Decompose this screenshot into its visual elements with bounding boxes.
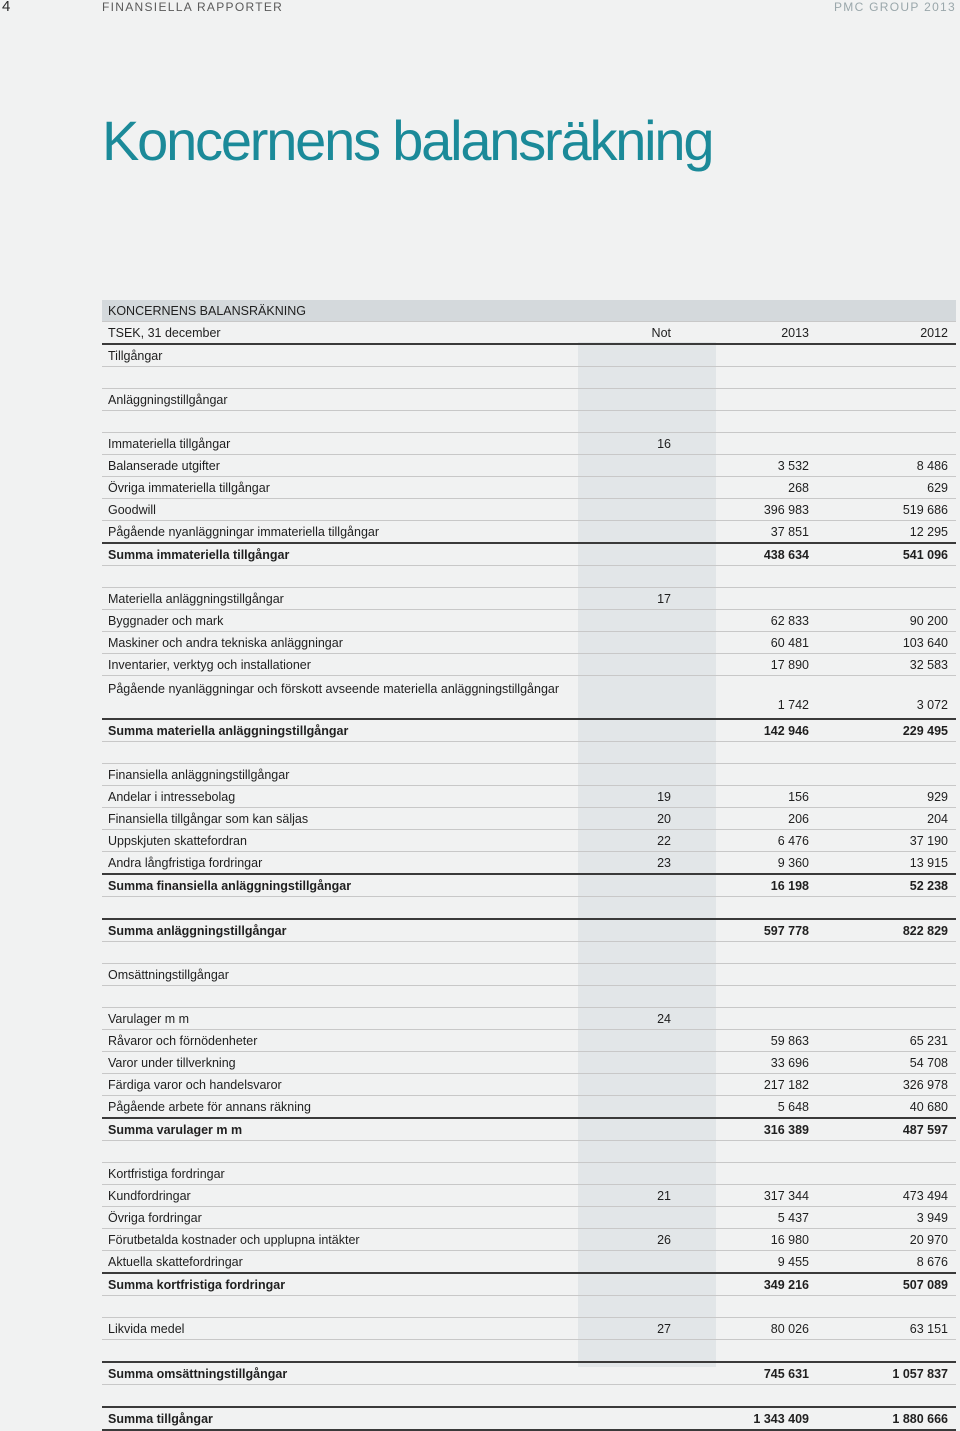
row-value-2012: 90 200 — [909, 614, 948, 628]
row-label: Övriga immateriella tillgångar — [108, 481, 270, 495]
table-row — [102, 808, 956, 830]
table-row — [102, 455, 956, 477]
table-row — [102, 1251, 956, 1274]
row-label: Pågående nyanläggningar immateriella tillgångar — [108, 525, 380, 539]
row-label: Pågående arbete för annans räkning — [108, 1100, 311, 1114]
row-label: Summa anläggningstillgångar — [108, 924, 287, 938]
row-value-2013: 142 946 — [763, 724, 809, 738]
row-label: Finansiella tillgångar som kan säljas — [108, 812, 309, 826]
row-value-2012: 3 949 — [916, 1211, 948, 1225]
row-note: 23 — [657, 856, 671, 870]
row-label: Varor under tillverkning — [108, 1056, 236, 1070]
table-row — [102, 610, 956, 632]
row-value-2012: 32 583 — [909, 658, 948, 672]
row-value-2013: 745 631 — [763, 1367, 809, 1381]
table-body — [102, 345, 956, 1431]
table-row — [102, 1163, 956, 1185]
row-value-2013: 217 182 — [763, 1078, 809, 1092]
row-value-2013: 317 344 — [763, 1189, 809, 1203]
row-value-2013: 62 833 — [770, 614, 809, 628]
table-row — [102, 499, 956, 521]
table-row — [102, 920, 956, 942]
row-value-2013: 1 343 409 — [753, 1412, 809, 1426]
table-row — [102, 1274, 956, 1296]
row-value-2012: 929 — [927, 790, 948, 804]
row-value-2012: 1 057 837 — [892, 1367, 948, 1381]
row-note: 27 — [657, 1322, 671, 1336]
table-row — [102, 742, 956, 764]
table-row — [102, 1363, 956, 1385]
row-value-2013: 316 389 — [763, 1123, 809, 1137]
row-value-2013: 16 198 — [770, 879, 809, 893]
row-label: Maskiner och andra tekniska anläggningar — [108, 636, 343, 650]
row-label: Tillgångar — [108, 349, 163, 363]
table-row — [102, 654, 956, 676]
row-value-2012: 20 970 — [909, 1233, 948, 1247]
row-label: Andelar i intressebolag — [108, 790, 236, 804]
row-value-2012: 13 915 — [909, 856, 948, 870]
table-caption-row — [102, 300, 956, 322]
row-value-2012: 8 486 — [916, 459, 948, 473]
row-value-2013: 80 026 — [770, 1322, 809, 1336]
row-value-2012: 1 880 666 — [892, 1412, 948, 1426]
table-row — [102, 1052, 956, 1074]
row-value-2012: 3 072 — [916, 698, 948, 712]
row-label: Inventarier, verktyg och installationer — [108, 658, 311, 672]
row-label: Materiella anläggningstillgångar — [108, 592, 284, 606]
row-value-2012: 473 494 — [902, 1189, 948, 1203]
table-row — [102, 588, 956, 610]
row-label: Summa kortfristiga fordringar — [108, 1278, 286, 1292]
row-value-2013: 1 742 — [777, 698, 809, 712]
row-value-2012: 487 597 — [902, 1123, 948, 1137]
row-value-2013: 33 696 — [770, 1056, 809, 1070]
row-value-2012: 103 640 — [902, 636, 948, 650]
table-row — [102, 1008, 956, 1030]
table-row — [102, 1185, 956, 1207]
row-label: Kortfristiga fordringar — [108, 1167, 225, 1181]
table-row — [102, 1296, 956, 1318]
table-row — [102, 986, 956, 1008]
table-row — [102, 477, 956, 499]
table-row — [102, 1074, 956, 1096]
row-label: Omsättningstillgångar — [108, 968, 229, 982]
row-label: Balanserade utgifter — [108, 459, 220, 473]
table-row — [102, 1207, 956, 1229]
row-note: 22 — [657, 834, 671, 848]
row-label: Färdiga varor och handelsvaror — [108, 1078, 282, 1092]
table-row — [102, 1408, 956, 1431]
company-label: PMC GROUP 2013 — [833, 0, 956, 14]
row-value-2012: 54 708 — [909, 1056, 948, 1070]
row-note: 24 — [657, 1012, 671, 1026]
row-note: 20 — [657, 812, 671, 826]
row-value-2012: 52 238 — [909, 879, 948, 893]
table-row — [102, 830, 956, 852]
balance-sheet-table — [102, 300, 956, 1431]
row-value-2013: 349 216 — [763, 1278, 809, 1292]
row-value-2013: 9 455 — [777, 1255, 809, 1269]
row-label: Byggnader och mark — [108, 614, 224, 628]
row-label: Summa finansiella anläggningstillgångar — [108, 879, 352, 893]
table-row — [102, 852, 956, 875]
row-value-2013: 597 778 — [763, 924, 809, 938]
table-row — [102, 521, 956, 544]
row-value-2012: 326 978 — [902, 1078, 948, 1092]
table-row — [102, 1318, 956, 1340]
table-row — [102, 345, 956, 367]
header-label: TSEK, 31 december — [108, 326, 221, 340]
table-row — [102, 875, 956, 897]
row-label: Uppskjuten skattefordran — [108, 834, 247, 848]
row-value-2013: 206 — [788, 812, 809, 826]
row-label: Förutbetalda kostnader och upplupna intäkter — [108, 1233, 360, 1247]
row-label: Kundfordringar — [108, 1189, 191, 1203]
row-note: 17 — [657, 592, 671, 606]
row-value-2012: 204 — [927, 812, 948, 826]
row-value-2012: 40 680 — [909, 1100, 948, 1114]
row-value-2013: 156 — [788, 790, 809, 804]
row-value-2013: 438 634 — [763, 548, 809, 562]
row-value-2013: 5 648 — [777, 1100, 809, 1114]
table-row — [102, 1119, 956, 1141]
row-label: Finansiella anläggningstillgångar — [108, 768, 290, 782]
row-value-2013: 268 — [788, 481, 809, 495]
row-value-2012: 541 096 — [902, 548, 948, 562]
table-caption: KONCERNENS BALANSRÄKNING — [108, 304, 306, 318]
row-note: 19 — [657, 790, 671, 804]
row-value-2013: 16 980 — [770, 1233, 809, 1247]
table-row — [102, 720, 956, 742]
row-value-2013: 17 890 — [770, 658, 809, 672]
row-value-2013: 60 481 — [770, 636, 809, 650]
header-2012: 2012 — [920, 326, 948, 340]
row-value-2013: 37 851 — [770, 525, 809, 539]
row-note: 21 — [657, 1189, 671, 1203]
row-value-2012: 629 — [927, 481, 948, 495]
row-value-2013: 9 360 — [777, 856, 809, 870]
row-label: Summa omsättningstillgångar — [108, 1367, 288, 1381]
row-label: Goodwill — [108, 503, 156, 517]
table-row — [102, 1229, 956, 1251]
table-row — [102, 1340, 956, 1363]
table-row — [102, 632, 956, 654]
row-value-2013: 3 532 — [777, 459, 809, 473]
row-note: 16 — [657, 437, 671, 451]
row-value-2012: 65 231 — [909, 1034, 948, 1048]
row-value-2013: 59 863 — [770, 1034, 809, 1048]
row-label: Summa immateriella tillgångar — [108, 548, 290, 562]
table-row — [102, 1030, 956, 1052]
row-label: Pågående nyanläggningar och förskott avseende materiella anläggningstillgångar — [108, 682, 560, 696]
page-title: Koncernens balansräkning — [102, 109, 713, 172]
row-label: Immateriella tillgångar — [108, 437, 231, 451]
table-row — [102, 897, 956, 920]
row-value-2012: 37 190 — [909, 834, 948, 848]
row-label: Likvida medel — [108, 1322, 185, 1336]
row-value-2013: 6 476 — [777, 834, 809, 848]
row-value-2013: 396 983 — [763, 503, 809, 517]
row-label: Summa materiella anläggningstillgångar — [108, 724, 349, 738]
table-row — [102, 942, 956, 964]
table-row — [102, 964, 956, 986]
row-label: Andra långfristiga fordringar — [108, 856, 263, 870]
table-row — [102, 1385, 956, 1408]
page-number: 4 — [2, 0, 11, 15]
row-label: Aktuella skattefordringar — [108, 1255, 243, 1269]
table-row — [102, 433, 956, 455]
table-row — [102, 786, 956, 808]
table-row — [102, 544, 956, 566]
table-row — [102, 676, 956, 720]
table-row — [102, 1096, 956, 1119]
table-header-row — [102, 322, 956, 345]
table-row — [102, 764, 956, 786]
row-label: Summa varulager m m — [108, 1123, 243, 1137]
row-label: Anläggningstillgångar — [108, 393, 228, 407]
table-row — [102, 566, 956, 588]
row-value-2012: 507 089 — [902, 1278, 948, 1292]
row-label: Varulager m m — [108, 1012, 190, 1026]
section-label: FINANSIELLA RAPPORTER — [102, 0, 284, 14]
row-note: 26 — [657, 1233, 671, 1247]
row-label: Råvaror och förnödenheter — [108, 1034, 258, 1048]
row-value-2012: 63 151 — [909, 1322, 948, 1336]
row-value-2012: 12 295 — [909, 525, 948, 539]
row-value-2012: 822 829 — [902, 924, 948, 938]
table-row — [102, 389, 956, 411]
row-label: Övriga fordringar — [108, 1211, 202, 1225]
header-2013: 2013 — [781, 326, 809, 340]
row-value-2012: 8 676 — [916, 1255, 948, 1269]
table-row — [102, 411, 956, 433]
table-row — [102, 367, 956, 389]
row-value-2012: 519 686 — [902, 503, 948, 517]
row-value-2013: 5 437 — [777, 1211, 809, 1225]
table-row — [102, 1141, 956, 1163]
header-note: Not — [651, 326, 671, 340]
row-value-2012: 229 495 — [902, 724, 948, 738]
row-label: Summa tillgångar — [108, 1412, 213, 1426]
